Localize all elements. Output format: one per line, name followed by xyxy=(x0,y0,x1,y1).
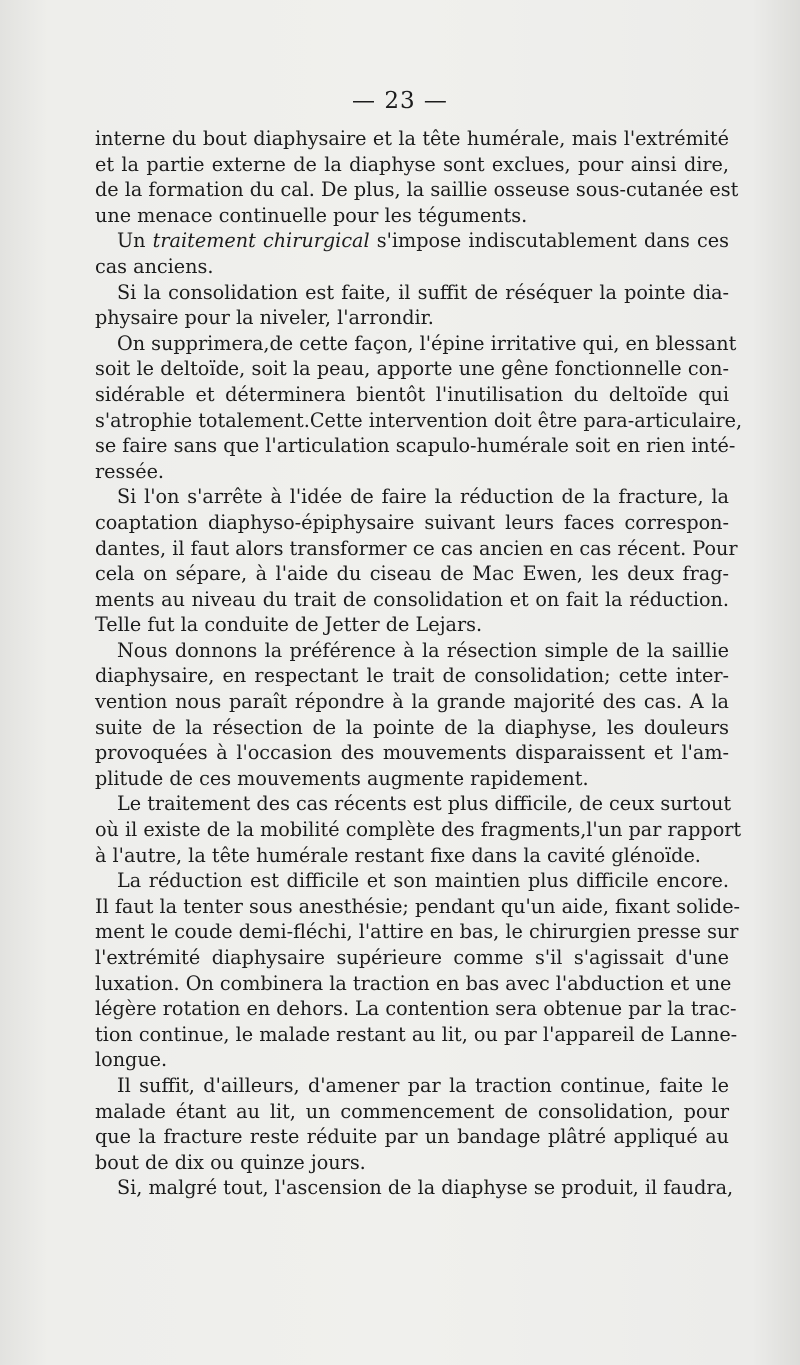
text-run: s'impose indiscutablement dans ces xyxy=(369,229,729,253)
text-line: Telle fut la conduite de Jetter de Lejars. xyxy=(95,613,483,637)
text-line: diaphysaire, en respectant le trait de consolidation; cette inter- xyxy=(95,664,729,688)
text-line: Si la consolidation est faite, il suffit de réséquer la pointe dia- xyxy=(117,280,729,304)
text-line: une menace continuelle pour les téguments. xyxy=(95,203,528,227)
paragraph xyxy=(95,484,738,638)
italic-phrase: traitement chirurgical xyxy=(152,229,370,253)
text-line: où il existe de la mobilité complète des fragments,l'un par rapport xyxy=(95,818,742,842)
text-line: à l'autre, la tête humérale restant fixe dans la cavité glénoïde. xyxy=(95,843,701,867)
paragraph xyxy=(95,126,739,228)
text-line: physaire pour la niveler, l'arrondir. xyxy=(95,306,434,330)
text-line: ressée. xyxy=(95,459,165,483)
text-line: coaptation diaphyso-épiphysaire suivant leurs faces correspon- xyxy=(95,510,729,534)
text-line: ment le coude demi-fléchi, l'attire en bas, le chirurgien presse sur xyxy=(95,920,739,944)
text-line: La réduction est difficile et son maintien plus difficile encore. xyxy=(117,869,729,893)
text-line: On supprimera,de cette façon, l'épine irritative qui, en blessant xyxy=(117,331,737,355)
text-line: de la formation du cal. De plus, la saillie osseuse sous-cutanée est xyxy=(95,178,739,202)
paragraph xyxy=(95,638,729,792)
text-line: provoquées à l'occasion des mouvements disparaissent et l'am- xyxy=(95,741,729,765)
text-line: Il faut la tenter sous anesthésie; pendant qu'un aide, fixant solide- xyxy=(95,894,741,918)
paragraph xyxy=(95,868,741,1073)
text-line: cela on sépare, à l'aide du ciseau de Mac Ewen, les deux frag- xyxy=(95,562,729,586)
paragraph xyxy=(95,280,729,331)
page-number: — 23 — xyxy=(352,88,448,114)
text-line: malade étant au lit, un commencement de consolidation, pour xyxy=(95,1099,729,1123)
paragraph xyxy=(95,791,742,868)
text-line: Si l'on s'arrête à l'idée de faire la réduction de la fracture, la xyxy=(117,485,729,509)
text-line: suite de la résection de la pointe de la diaphyse, les douleurs xyxy=(95,715,729,739)
text-line: Nous donnons la préférence à la résection simple de la saillie xyxy=(117,638,729,662)
text-line: bout de dix ou quinze jours. xyxy=(95,1150,366,1174)
text-line: interne du bout diaphysaire et la tête humérale, mais l'extrémité xyxy=(95,127,729,150)
text-run: Un xyxy=(117,229,153,253)
text-line: l'extrémité diaphysaire supérieure comme s'il s'agissait d'une xyxy=(95,946,729,969)
text-line: cas anciens. xyxy=(95,254,214,278)
paragraph xyxy=(95,1175,734,1201)
text-line: ments au niveau du trait de consolidation et on fait la réduction. xyxy=(95,587,729,611)
text-line: et la partie externe de la diaphyse sont exclues, pour ainsi dire, xyxy=(95,152,729,176)
text-line: Il suffit, d'ailleurs, d'amener par la traction continue, faite le xyxy=(117,1073,729,1097)
text-line: Si, malgré tout, l'ascension de la diaphyse se produit, il faudra, xyxy=(117,1176,734,1200)
text-line xyxy=(95,228,729,254)
text-line: légère rotation en dehors. La contention sera obtenue par la trac- xyxy=(95,997,737,1021)
text-line: que la fracture reste réduite par un bandage plâtré appliqué au xyxy=(95,1125,729,1149)
text-line: s'atrophie totalement.Cette intervention doit être para-articulaire, xyxy=(95,408,743,432)
body-text xyxy=(95,126,743,1201)
text-line: plitude de ces mouvements augmente rapidement. xyxy=(95,766,589,790)
text-line: se faire sans que l'articulation scapulo-humérale soit en rien inté- xyxy=(95,434,736,458)
text-line: tion continue, le malade restant au lit, ou par l'appareil de Lanne- xyxy=(95,1022,738,1046)
paragraph xyxy=(95,331,743,485)
text-line: soit le deltoïde, soit la peau, apporte une gêne fonctionnelle con- xyxy=(95,357,729,381)
text-line: dantes, il faut alors transformer ce cas ancien en cas récent. Pour xyxy=(95,536,738,560)
text-line: vention nous paraît répondre à la grande majorité des cas. A la xyxy=(95,690,729,714)
paragraph xyxy=(95,228,729,279)
text-line: sidérable et déterminera bientôt l'inutilisation du deltoïde qui xyxy=(95,382,729,406)
text-line: longue. xyxy=(95,1048,168,1072)
paragraph xyxy=(95,1073,729,1175)
text-line: luxation. On combinera la traction en bas avec l'abduction et une xyxy=(95,971,732,995)
text-line: Le traitement des cas récents est plus difficile, de ceux surtout xyxy=(117,792,732,816)
